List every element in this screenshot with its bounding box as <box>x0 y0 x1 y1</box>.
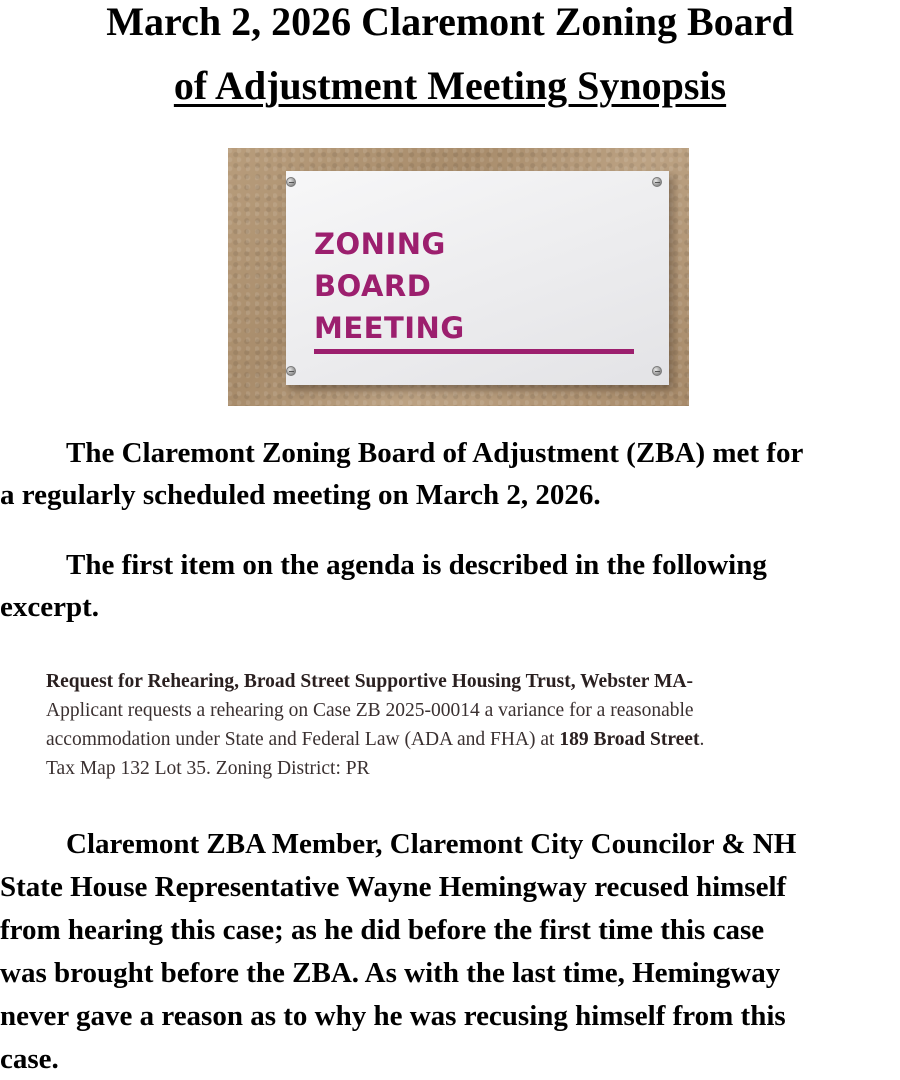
paragraph-3-line-4: was brought before the ZBA. As with the last time, Hemingway <box>0 957 781 989</box>
paragraph-1-line-1: The Claremont Zoning Board of Adjustment (ZBA) met for <box>66 437 804 469</box>
paragraph-3-line-3: from hearing this case; as he did before the first time this case <box>0 914 765 946</box>
sign-underline-rule <box>314 349 634 354</box>
sign-text-board: BOARD <box>314 269 432 303</box>
paragraph-3-line-2: State House Representative Wayne Hemingway recused himself <box>0 871 787 903</box>
excerpt-line-3-text: accommodation under State and Federal Law (ADA and FHA) at <box>46 729 560 750</box>
excerpt-line-3 <box>46 725 876 754</box>
excerpt-line-4: Tax Map 132 Lot 35. Zoning District: PR <box>46 758 370 779</box>
excerpt-line-1 <box>46 667 876 696</box>
screw-icon <box>286 177 296 187</box>
paragraph-2-line-1: The first item on the agenda is described in the following <box>66 549 767 581</box>
paragraph-3-line-5: never gave a reason as to why he was recusing himself from this <box>0 1000 786 1032</box>
sign-plate <box>286 171 669 385</box>
paragraph-1-line-2: a regularly scheduled meeting on March 2, 2026. <box>0 479 601 511</box>
sign-text-meeting: MEETING <box>314 311 465 345</box>
screw-icon <box>286 366 296 376</box>
sign-text-zoning: ZONING <box>314 227 446 261</box>
screw-icon <box>652 177 662 187</box>
screw-icon <box>652 366 662 376</box>
excerpt-line-2: Applicant requests a rehearing on Case ZB 2025-00014 a variance for a reasonable <box>46 700 694 721</box>
excerpt-heading: Request for Rehearing, Broad Street Supportive Housing Trust, Webster MA- <box>46 671 693 692</box>
excerpt-address: 189 Broad Street <box>559 729 700 750</box>
paragraph-2-line-2: excerpt. <box>0 591 100 623</box>
page-title-line-1: March 2, 2026 Claremont Zoning Board <box>106 0 794 44</box>
paragraph-3-line-1: Claremont ZBA Member, Claremont City Councilor & NH <box>66 828 797 860</box>
paragraph-3-line-6: case. <box>0 1043 59 1075</box>
zoning-board-meeting-sign-image <box>228 148 689 406</box>
excerpt-line-3-end: . <box>699 729 705 750</box>
page-title-line-2: of Adjustment Meeting Synopsis <box>173 63 727 108</box>
